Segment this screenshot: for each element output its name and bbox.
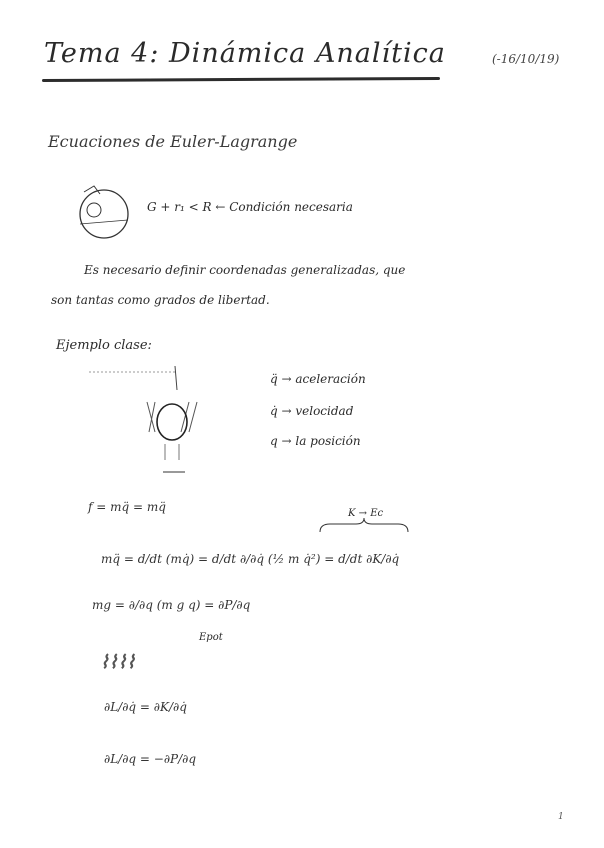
potential-energy-label: Epot xyxy=(199,632,223,643)
section-title: Ecuaciones de Euler-Lagrange xyxy=(48,132,298,151)
inner-circle xyxy=(87,203,101,217)
mass-body xyxy=(157,404,187,440)
legend-velocity: q̇ → velocidad xyxy=(270,404,354,418)
outer-circle xyxy=(80,190,128,238)
hatch-strokes xyxy=(147,402,197,432)
kinetic-energy-label: K → Ec xyxy=(348,508,384,519)
crossed-out-scribble: ⌇⌇⌇⌇ xyxy=(100,652,136,673)
brace-path xyxy=(320,518,408,532)
equation-momentum: mq̈ = d/dt (mq̇) = d/dt ∂/∂q̇ (½ m q̇²) = d/dt ∂K/∂q̇ xyxy=(101,552,400,566)
equation-lagrangian-position: ∂L/∂q = −∂P/∂q xyxy=(104,752,197,766)
mass-sketch xyxy=(85,362,215,482)
legend-position: q → la posición xyxy=(270,434,361,448)
legend-acceleration: q̈ → aceleración xyxy=(270,372,366,386)
arrow-stroke xyxy=(175,366,177,390)
page-title: Tema 4: Dinámica Analítica xyxy=(44,38,446,69)
paragraph-line-1: Es necesario definir coordenadas generalizadas, que xyxy=(84,263,406,277)
brace-kinetic xyxy=(318,518,410,534)
circle-sketch xyxy=(70,180,140,242)
example-label: Ejemplo clase: xyxy=(56,338,152,353)
baseline-stroke xyxy=(80,220,128,224)
date-label: (-16/10/19) xyxy=(492,52,560,66)
condition-text: G + r₁ < R ← Condición necesaria xyxy=(147,200,353,214)
title-underline xyxy=(42,77,440,82)
paragraph-line-2: son tantas como grados de libertad. xyxy=(51,293,270,307)
equation-lagrangian-velocity: ∂L/∂q̇ = ∂K/∂q̇ xyxy=(104,700,187,714)
equation-weight: mg = ∂/∂q (m g q) = ∂P/∂q xyxy=(92,598,251,612)
page-number: 1 xyxy=(558,812,564,822)
equation-force: f = mq̈ = mq̈ xyxy=(88,500,166,514)
